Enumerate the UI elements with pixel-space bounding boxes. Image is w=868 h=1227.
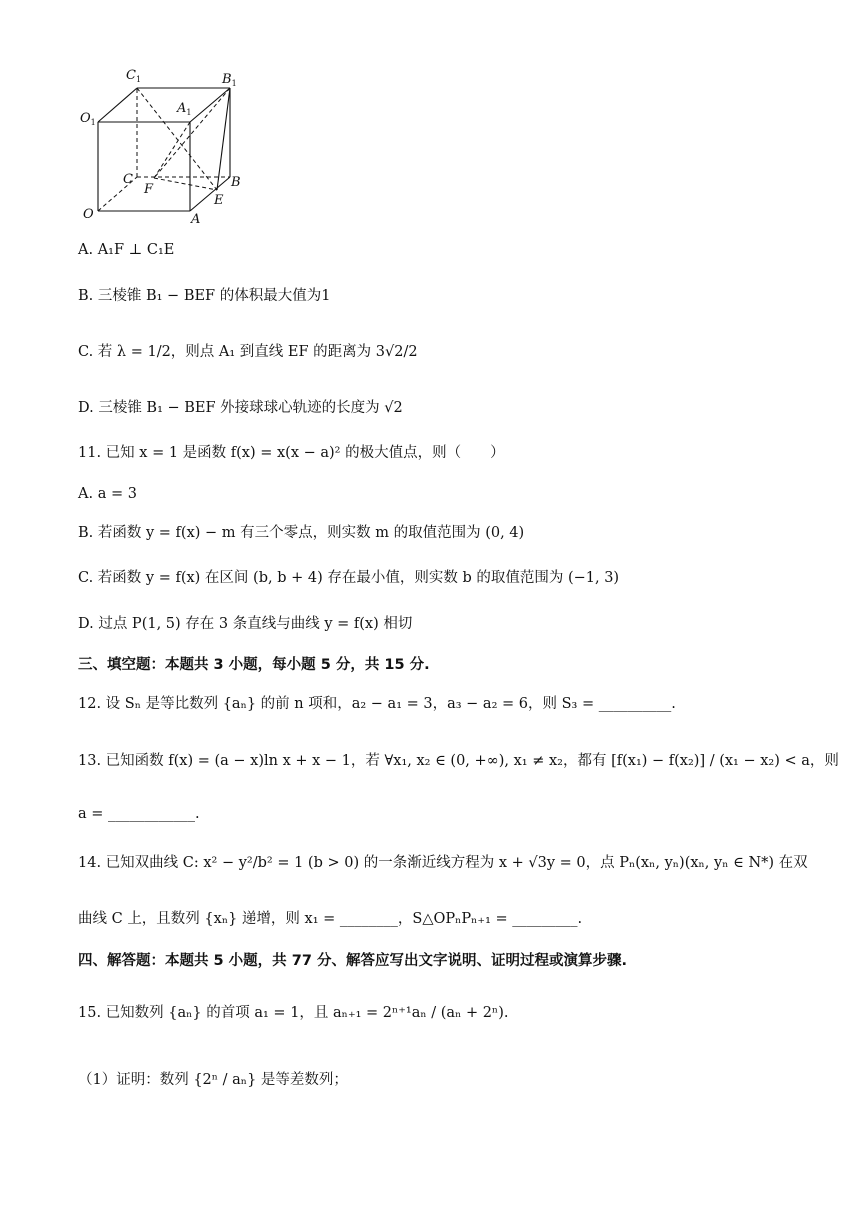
label-C: C <box>123 172 133 187</box>
segment-B1-F <box>154 88 230 178</box>
label-B: B <box>231 175 241 190</box>
edge-O1-C1 <box>98 88 137 122</box>
question-14-cont: 曲线 C 上，且数列 {xₙ} 递增，则 x₁ = ________，S△OPₙPₙ₊₁ = _________. <box>78 911 583 927</box>
option-10-c: C. 若 λ = 1/2，则点 A₁ 到直线 EF 的距离为 3√2/2 <box>78 344 418 360</box>
edge-A1-B1 <box>190 88 230 122</box>
label-O1: $O_1$ <box>80 111 96 127</box>
section-3-heading: 三、填空题：本题共 3 小题，每小题 5 分，共 15 分. <box>78 657 430 673</box>
question-15-part-1: （1）证明：数列 {2ⁿ / aₙ} 是等差数列； <box>78 1072 348 1088</box>
segment-A1-F <box>154 122 190 178</box>
question-12: 12. 设 Sₙ 是等比数列 {aₙ} 的前 n 项和，a₂ − a₁ = 3，a₃ − a₂ = 6，则 S₃ = __________. <box>78 696 676 712</box>
edge-A-B <box>190 177 230 211</box>
question-11: 11. 已知 x = 1 是函数 f(x) = x(x − a)² 的极大值点，则（ ） <box>78 445 505 461</box>
label-B1: $B_1$ <box>222 72 237 88</box>
label-F: F <box>144 182 154 197</box>
segment-B1-E <box>217 88 230 190</box>
option-11-b: B. 若函数 y = f(x) − m 有三个零点，则实数 m 的取值范围为 (0, 4) <box>78 525 525 541</box>
option-11-d: D. 过点 P(1, 5) 存在 3 条直线与曲线 y = f(x) 相切 <box>78 616 413 632</box>
option-11-a: A. a = 3 <box>78 486 137 502</box>
question-15: 15. 已知数列 {aₙ} 的首项 a₁ = 1，且 aₙ₊₁ = 2ⁿ⁺¹aₙ / (aₙ + 2ⁿ). <box>78 1005 509 1021</box>
question-13-answer: a = ____________. <box>78 806 200 822</box>
label-E: E <box>214 193 224 208</box>
question-13: 13. 已知函数 f(x) = (a − x)ln x + x − 1，若 ∀x₁, x₂ ∈ (0, +∞), x₁ ≠ x₂，都有 [f(x₁) − f(x₂)] / (x₁ − x₂) < a，则 <box>78 753 839 769</box>
label-A1: $A_1$ <box>177 101 192 117</box>
label-O: O <box>83 207 94 222</box>
cube-figure <box>74 66 254 226</box>
option-11-c: C. 若函数 y = f(x) 在区间 (b, b + 4) 存在最小值，则实数 b 的取值范围为 (−1, 3) <box>78 570 620 586</box>
question-14: 14. 已知双曲线 C: x² − y²/b² = 1 (b > 0) 的一条渐近线方程为 x + √3y = 0，点 Pₙ(xₙ, yₙ)(xₙ, yₙ ∈ N*) 在双 <box>78 855 808 871</box>
segment-F-E <box>154 178 217 190</box>
option-10-a: A. A₁F ⊥ C₁E <box>78 242 175 258</box>
label-A: A <box>191 212 201 226</box>
option-10-b: B. 三棱锥 B₁ − BEF 的体积最大值为1 <box>78 288 331 304</box>
option-10-d: D. 三棱锥 B₁ − BEF 外接球球心轨迹的长度为 √2 <box>78 400 403 416</box>
label-C1: $C_1$ <box>126 68 142 84</box>
section-4-heading: 四、解答题：本题共 5 小题，共 77 分、解答应写出文字说明、证明过程或演算步骤. <box>78 953 627 969</box>
